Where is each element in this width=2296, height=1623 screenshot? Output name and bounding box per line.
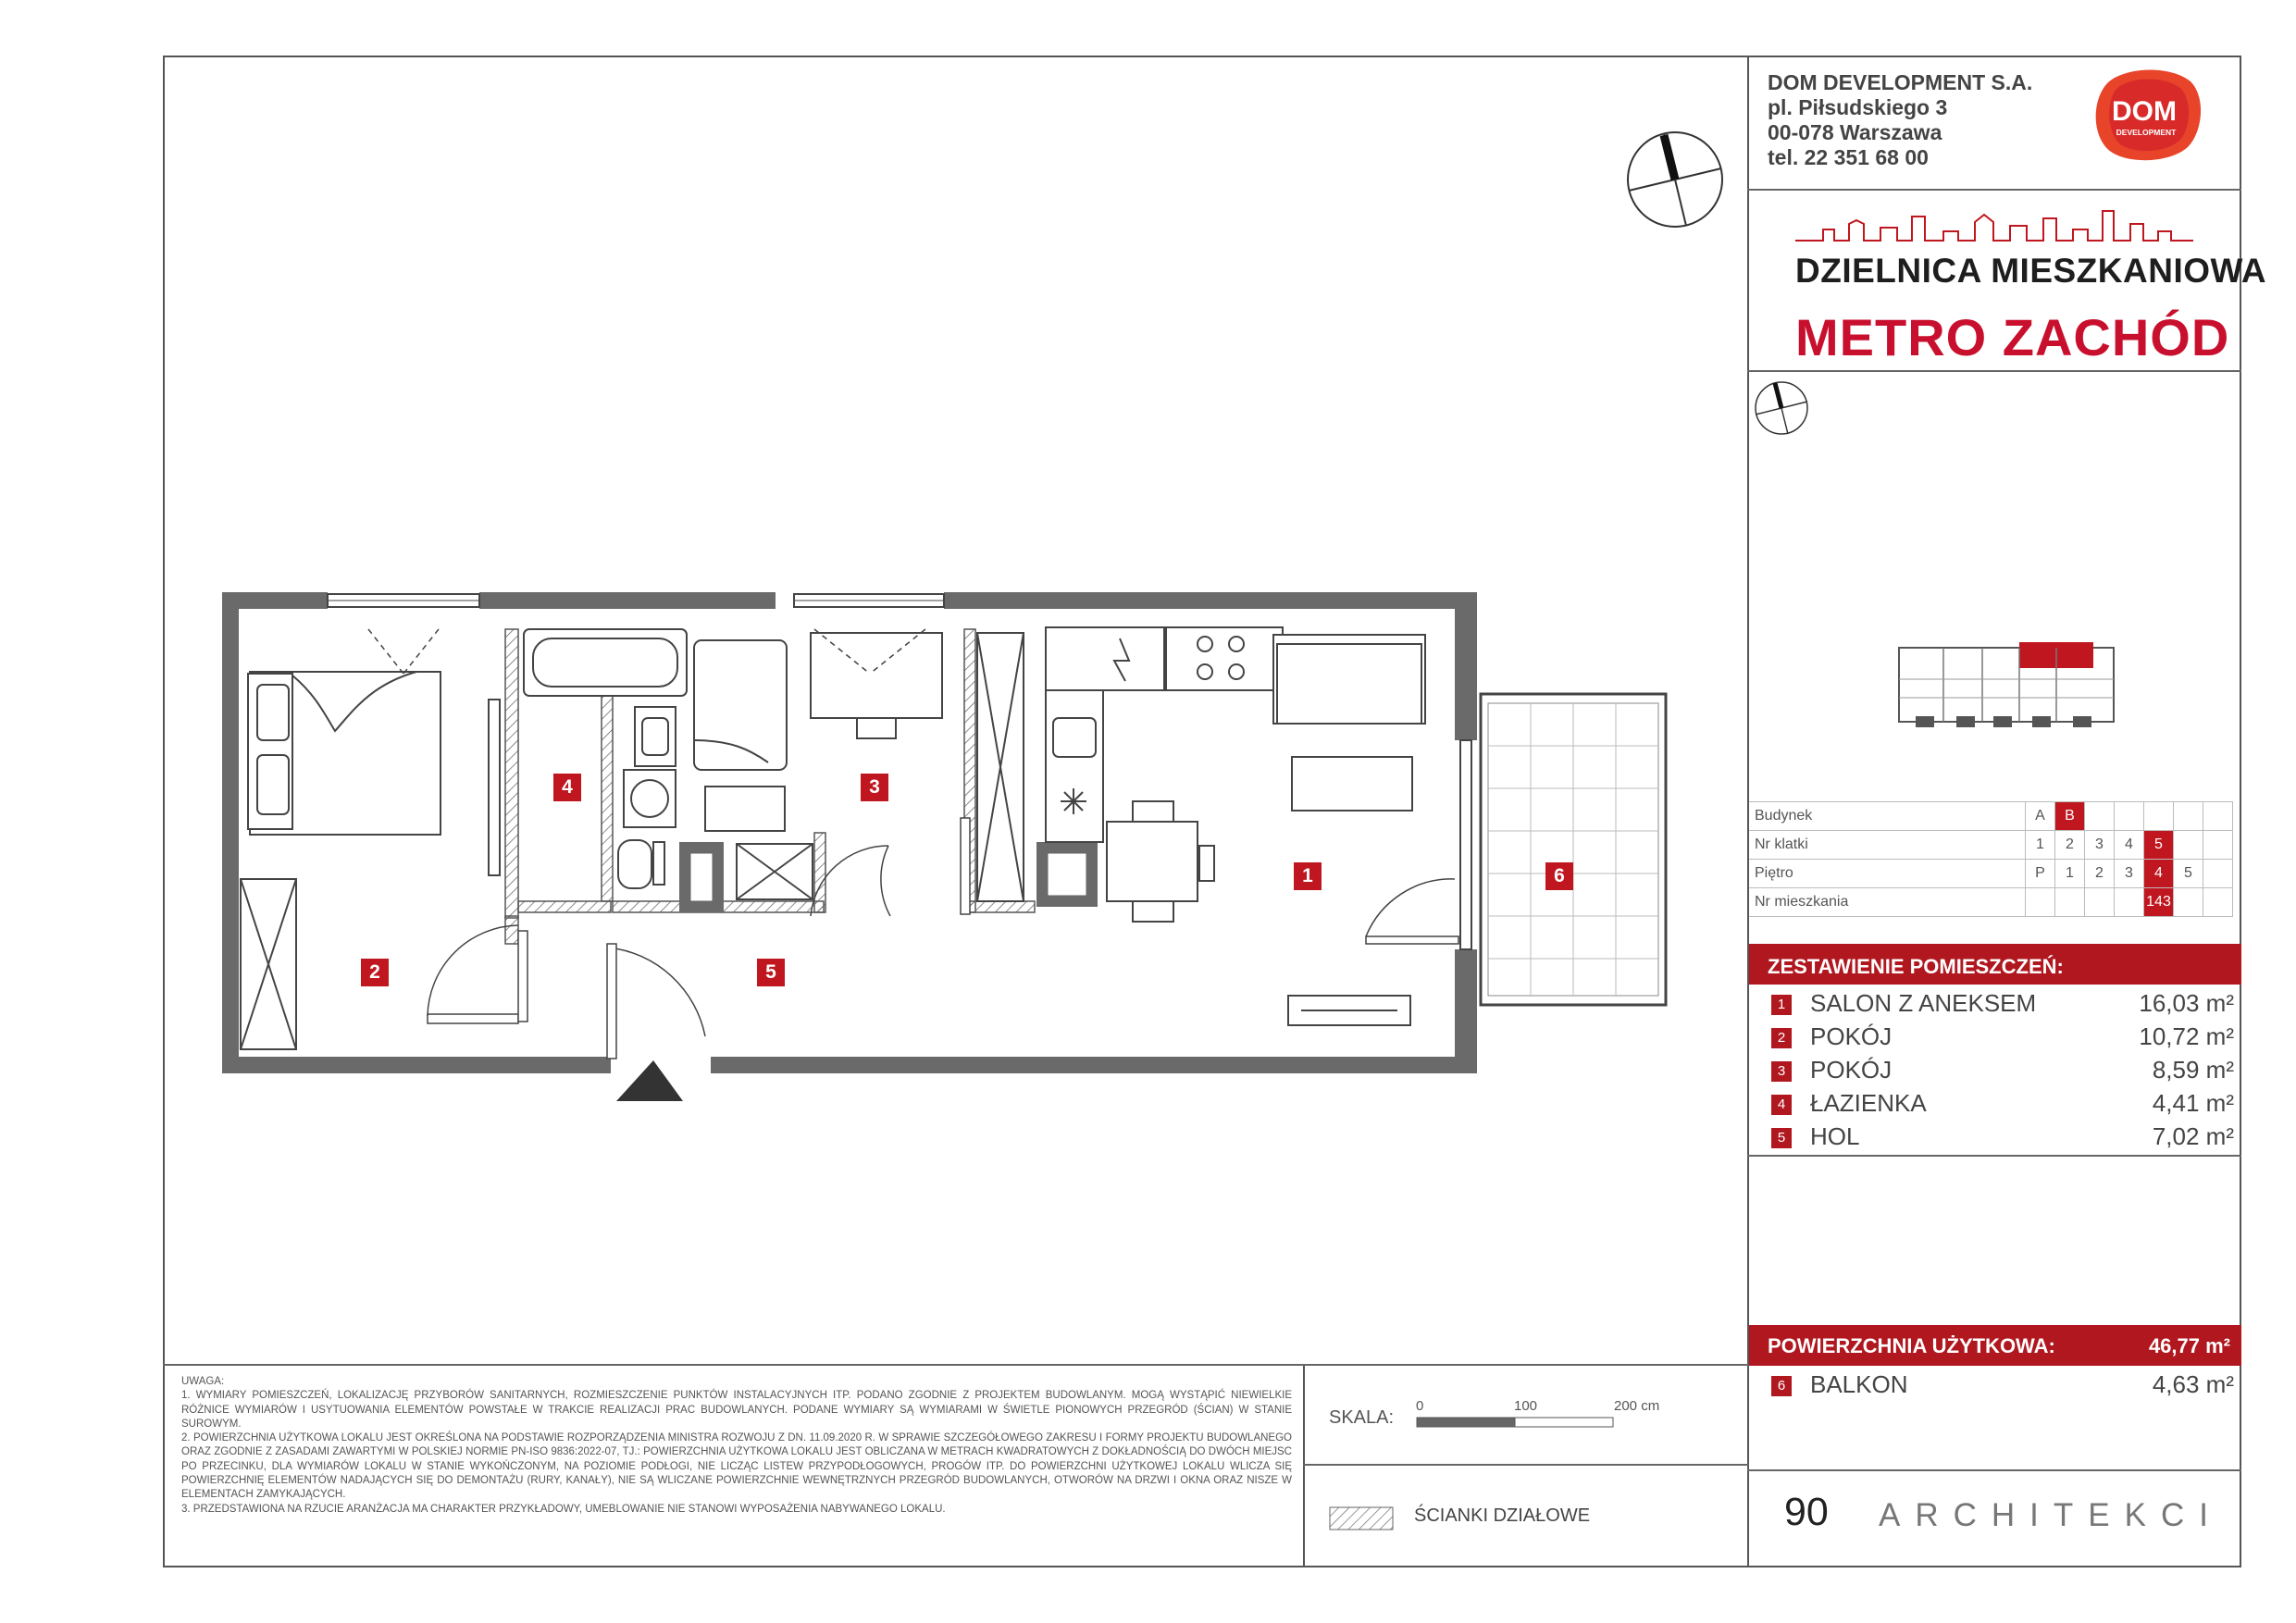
location-cell: 1	[2026, 831, 2055, 860]
plan-label-4: 4	[553, 774, 581, 801]
location-cell	[2203, 860, 2233, 888]
room-row	[1771, 1022, 2234, 1053]
skyline-icon	[1795, 204, 2193, 250]
location-cell	[2085, 888, 2115, 917]
company-info	[1768, 70, 2032, 170]
location-row-label: Nr mieszkania	[1749, 888, 2026, 917]
location-cell	[2115, 802, 2144, 831]
plan-label-6: 6	[1545, 862, 1573, 890]
scale-bar	[1416, 1416, 1629, 1429]
project-title-line2: METRO ZACHÓD	[1795, 308, 2230, 366]
balcony-name: BALKON	[1810, 1370, 1908, 1398]
notes-top-line	[163, 1364, 1749, 1366]
location-cell	[2144, 802, 2174, 831]
location-row	[1749, 831, 2233, 860]
partition-legend-swatch	[1329, 1506, 1394, 1530]
location-cell	[2085, 802, 2115, 831]
location-cell	[2174, 888, 2203, 917]
logo-text-main: DOM	[2112, 96, 2177, 127]
location-table	[1749, 801, 2233, 917]
room-area: 10,72 m²	[2139, 1022, 2234, 1050]
compass-icon	[1625, 130, 1725, 229]
location-cell: 4	[2144, 860, 2174, 888]
location-cell	[2115, 888, 2144, 917]
balcony-area: 4,63 m²	[2152, 1370, 2234, 1398]
location-cell: 143	[2144, 888, 2174, 917]
location-cell	[2203, 802, 2233, 831]
scale-tick-0: 0	[1416, 1398, 1424, 1414]
room-number: 3	[1771, 1061, 1792, 1082]
notes	[181, 1375, 1292, 1517]
location-cell: B	[2055, 802, 2085, 831]
room-name: SALON Z ANEKSEM	[1810, 989, 2037, 1017]
location-cell: 5	[2144, 831, 2174, 860]
note-1: 1. WYMIARY POMIESZCZEŃ, LOKALIZACJĘ PRZYBORÓW SANITARNYCH, ROZMIESZCZENIE PUNKTÓW INSTALACYJNYCH ITP. PODANO ZGODNIE Z PROJEKTEM BUDOWLANYM. MOGĄ WYSTĄPIĆ NIEWIELKIE RÓŻNICE WYMIARÓW I USYTUOWANIA ELEMENTÓW POWSTAŁE W TRAKCIE REALIZACJI PRAC BUDOWLANYCH. PODANE WYMIARY SĄ WYMIARAMI W ŚWIETLE PIONOWYCH PRZEGRÓD (ŚCIAN) W STANIE SUROWYM.	[181, 1390, 1292, 1430]
location-cell	[2026, 888, 2055, 917]
plan-label-3: 3	[861, 774, 888, 801]
location-cell	[2174, 831, 2203, 860]
scale-label: SKALA:	[1329, 1407, 1395, 1428]
location-cell	[2055, 888, 2085, 917]
sidebar-line-2	[1747, 370, 2241, 372]
room-name: HOL	[1810, 1122, 1860, 1150]
location-cell	[2203, 831, 2233, 860]
location-cell: 2	[2085, 860, 2115, 888]
room-row	[1771, 1121, 2234, 1153]
balcony-row	[1771, 1369, 2234, 1401]
room-area: 8,59 m²	[2152, 1056, 2234, 1084]
architect-name: ARCHITEKCI	[1879, 1497, 2223, 1533]
location-cell: 2	[2055, 831, 2085, 860]
logo-text-sub: DEVELOPMENT	[2116, 128, 2177, 137]
company-phone: tel. 22 351 68 00	[1768, 145, 1929, 169]
location-row	[1749, 802, 2233, 831]
room-name: POKÓJ	[1810, 1022, 1893, 1050]
location-cell: 3	[2085, 831, 2115, 860]
room-number: 4	[1771, 1095, 1792, 1115]
location-row-label: Nr klatki	[1749, 831, 2026, 860]
location-cell: 4	[2115, 831, 2144, 860]
location-cell: 5	[2174, 860, 2203, 888]
project-title-line1: DZIELNICA MIESZKANIOWA	[1795, 252, 2267, 290]
room-row	[1771, 1055, 2234, 1086]
location-cell: P	[2026, 860, 2055, 888]
sidebar-line-1	[1747, 189, 2241, 191]
location-row	[1749, 888, 2233, 917]
plan-label-5: 5	[757, 959, 785, 986]
room-area: 16,03 m²	[2139, 989, 2234, 1017]
usable-area-bar	[1749, 1325, 2241, 1366]
bedroom-furniture	[241, 672, 500, 1049]
room-area: 7,02 m²	[2152, 1122, 2234, 1150]
note-2: 2. POWIERZCHNIA UŻYTKOWA LOKALU JEST OKREŚLONA NA PODSTAWIE ROZPORZĄDZENIA MINISTRA ROZWOJU Z DN. 11.09.2020 R. W SPRAWIE SZCZEGÓŁOWEGO ZAKRESU I FORMY PROJEKTU BUDOWLANEGO ORAZ ZGODNIE Z ZASADAMI ZAWARTYMI W POLSKIEJ NORMIE PN-ISO 9836:2022-07, TJ.: POWIERZCHNIA UŻYTKOWA LOKALU JEST OBLICZANA W METRACH KWADRATOWYCH Z DOKŁADNOŚCIĄ DO DWÓCH MIEJSC PO PRZECINKU, DLA WYMIARÓW LOKALU W STANIE WYKOŃCZONYM, NA POZIOMIE PODŁOGI, NIE LICZĄC LISTEW PRZYPODŁOGOWYCH, PROGÓW ITP. DO POWIERZCHNI UŻYTKOWEJ LOKALU WLICZA SIĘ POWIERZCHNIĘ ELEMENTÓW NADAJĄCYCH SIĘ DO DEMONTAŻU (RURY, KANAŁY), NIE SĄ WLICZANE POWIERZCHNIE WEWNĘTRZNYCH PRZEGRÓD BUDOWLANYCH, OTWORÓW NA DRZWI I OKNA ORAZ NISZE W ELEMENTACH ZAMYKAJĄCYCH.	[181, 1432, 1292, 1501]
location-cell: 1	[2055, 860, 2085, 888]
location-row	[1749, 860, 2233, 888]
dom-development-logo	[2087, 65, 2207, 168]
room-number: 2	[1771, 1028, 1792, 1048]
room-area: 4,41 m²	[2152, 1089, 2234, 1117]
usable-area-value: 46,77 m²	[2148, 1334, 2230, 1357]
location-row-label: Piętro	[1749, 860, 2026, 888]
location-cell: 3	[2115, 860, 2144, 888]
rooms-header: ZESTAWIENIE POMIESZCZEŃ:	[1749, 944, 2241, 985]
balcony-number: 6	[1771, 1376, 1792, 1396]
entrance-arrow-icon	[616, 1060, 683, 1101]
notes-title: UWAGA:	[181, 1376, 225, 1387]
room-row	[1771, 1088, 2234, 1120]
floor-plan	[213, 574, 1694, 1129]
company-address-1: pl. Piłsudskiego 3	[1768, 95, 1948, 119]
plan-label-1: 1	[1294, 862, 1322, 890]
notes-divider	[1303, 1364, 1305, 1567]
rooms-bottom-line	[1747, 1155, 2241, 1157]
room-number: 1	[1771, 995, 1792, 1015]
company-name: DOM DEVELOPMENT S.A.	[1768, 70, 2033, 94]
location-cell	[2174, 802, 2203, 831]
room-number: 5	[1771, 1128, 1792, 1148]
usable-area-label: POWIERZCHNIA UŻYTKOWA:	[1768, 1334, 2055, 1357]
room-row	[1771, 988, 2234, 1020]
balcony	[1481, 694, 1666, 1005]
room-name: ŁAZIENKA	[1810, 1089, 1927, 1117]
company-address-2: 00-078 Warszawa	[1768, 120, 1942, 144]
living-room-furniture	[1273, 635, 1425, 1025]
compass-small-icon	[1753, 379, 1810, 437]
location-row-label: Budynek	[1749, 802, 2026, 831]
location-cell	[2203, 888, 2233, 917]
architect-number: 90	[1784, 1490, 1829, 1534]
note-3: 3. PRZEDSTAWIONA NA RZUCIE ARANŻACJA MA CHARAKTER PRZYKŁADOWY, UMEBLOWANIE NIE STANOWI WYPOSAŻENIA NABYWANEGO LOKALU.	[181, 1503, 946, 1515]
location-cell: A	[2026, 802, 2055, 831]
building-key-plan	[1897, 638, 2119, 731]
sidebar-line-4	[1747, 1469, 2241, 1471]
notes-mid-line	[1303, 1464, 1749, 1466]
scale-tick-100: 100	[1514, 1398, 1538, 1414]
room-name: POKÓJ	[1810, 1056, 1893, 1084]
legend-label: ŚCIANKI DZIAŁOWE	[1414, 1505, 1591, 1526]
scale-tick-200: 200 cm	[1614, 1398, 1660, 1414]
plan-label-2: 2	[361, 959, 389, 986]
